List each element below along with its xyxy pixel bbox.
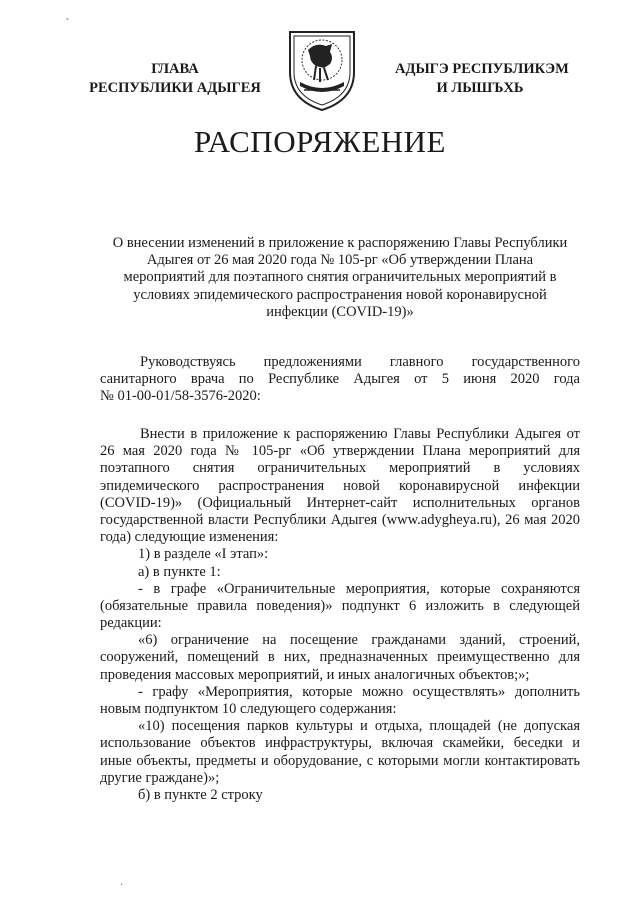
body-line: а) в пункте 1: <box>138 563 221 580</box>
body-line: проведения массовых мероприятий, и иных аналогичных объектов;»; <box>100 666 530 683</box>
body-line: государственной власти Республики Адыгея (www.adygheya.ru), 26 мая 2020 <box>100 511 580 528</box>
subject-line: мероприятий для поэтапного снятия ограничительных мероприятий в <box>123 269 557 286</box>
subject-line: условиях эпидемического распространения новой коронавирусной <box>133 286 547 303</box>
body-line: б) в пункте 2 строку <box>138 786 263 803</box>
preamble-line: Руководствуясь предложениями главного государственного <box>140 354 580 370</box>
body-line: 1) в разделе «I этап»: <box>138 546 269 563</box>
body-line: (обязательные правила поведения)» подпункт 6 изложить в следующей <box>100 597 580 614</box>
preamble-line: санитарного врача по Республике Адыгея от 5 июня 2020 года <box>100 371 580 388</box>
body-line: - в графе «Ограничительные мероприятия, которые сохраняются <box>138 580 580 597</box>
body-line: новым подпунктом 10 следующего содержания: <box>100 701 397 717</box>
coat-of-arms-emblem <box>286 24 358 112</box>
body-line: Внести в приложение к распоряжению Главы Республики Адыгея от <box>140 426 580 442</box>
body-line: использование объектов инфраструктуры, включая скамейки, беседки и <box>100 735 580 752</box>
scan-speck: · <box>120 880 124 891</box>
document-subject <box>100 235 580 321</box>
body-line: иные объекты, предметы и оборудование, с которыми могли контактировать <box>100 752 580 769</box>
preamble-paragraph <box>100 354 580 406</box>
header-right-block <box>395 60 569 98</box>
header-right-line-1: АДЫГЭ РЕСПУБЛИКЭМ <box>395 61 569 77</box>
body-line: эпидемического распространения новой коронавирусной инфекции <box>100 477 580 494</box>
header-left-line-1: ГЛАВА <box>151 61 199 77</box>
subject-line: инфекции (COVID-19)» <box>266 303 414 320</box>
preamble-line: № 01-00-01/58-3576-2020: <box>100 388 261 405</box>
body-line: 26 мая 2020 года № 105-рг «Об утверждении Плана мероприятий для <box>100 443 580 460</box>
body-line: - графу «Мероприятия, которые можно осуществлять» дополнить <box>138 683 580 700</box>
body-line: поэтапного снятия ограничительных мероприятий в условиях <box>100 460 580 477</box>
body-line: другие граждане)»; <box>100 769 220 786</box>
subject-line: О внесении изменений в приложение к распоряжению Главы Республики <box>112 235 568 251</box>
body-paragraphs <box>100 426 580 804</box>
header-left-line-2: РЕСПУБЛИКИ АДЫГЕЯ <box>89 80 261 96</box>
document-title: РАСПОРЯЖЕНИЕ <box>194 124 446 159</box>
scan-speck: ˛ <box>66 10 70 21</box>
header-left-block <box>80 60 270 98</box>
body-line: года) следующие изменения: <box>100 529 279 546</box>
body-line: «10) посещения парков культуры и отдыха, площадей (не допуская <box>138 718 580 735</box>
body-line: (COVID-19)» (Официальный Интернет-сайт исполнительных органов <box>100 494 580 511</box>
body-line: сооружений, помещений в них, предназначенных преимущественно для <box>100 649 580 666</box>
header-right-line-2: И ЛЫШЪХЬ <box>436 80 524 96</box>
subject-line: Адыгея от 26 мая 2020 года № 105-рг «Об утверждении Плана <box>146 252 534 269</box>
body-line: редакции: <box>100 615 162 632</box>
body-line: «6) ограничение на посещение гражданами зданий, строений, <box>138 632 580 649</box>
